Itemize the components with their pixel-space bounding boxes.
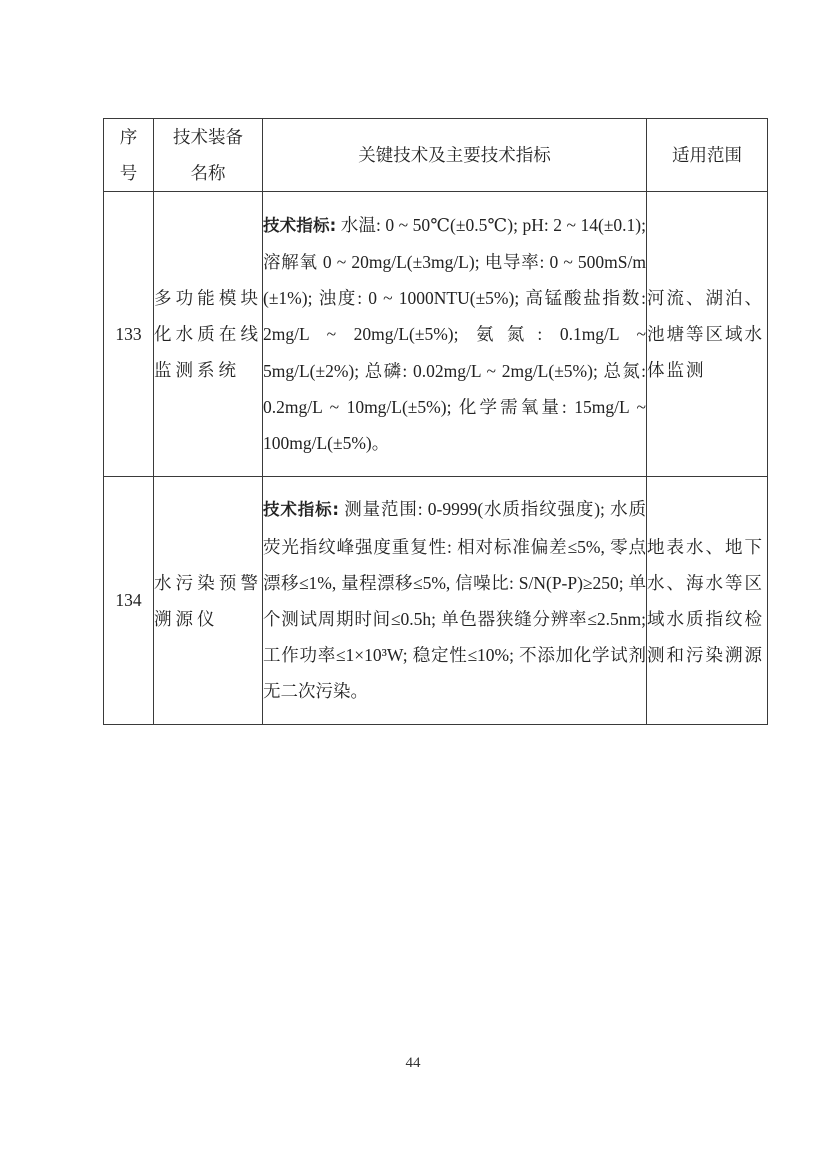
row-serial-number: 133	[104, 192, 154, 477]
row-serial-number: 134	[104, 477, 154, 725]
header-name-line1: 技术装备	[173, 127, 243, 147]
table-row	[104, 477, 768, 725]
header-serial-line2: 号	[119, 163, 138, 183]
header-equipment-name	[154, 119, 263, 192]
spec-text: 水温: 0 ~ 50℃(±0.5℃); pH: 2 ~ 14(±0.1); 溶解氧 0 ~ 20mg/L(±3mg/L); 电导率: 0 ~ 500mS/m (±1%); 浊度: 0 ~ 1000NTU(±5%); 高锰酸盐指数: 2mg/L ~ 20mg/L(±5%); 氨氮: 0.1mg/L ~ 5mg/L(±2%); 总磷: 0.02mg/L ~ 2mg/L(±5%); 总氮: 0.2mg/L ~ 10mg/L(±5%); 化学需氧量: 15mg/L ~ 100mg/L(±5%)。	[263, 214, 646, 453]
row-equipment-name: 多功能模块化水质在线监测系统	[154, 192, 263, 477]
row-spec	[263, 192, 647, 477]
equipment-spec-table	[103, 118, 768, 725]
spec-label: 技术指标:	[263, 215, 337, 235]
table-header-row	[104, 119, 768, 192]
row-scope: 地表水、地下水、海水等区域水质指纹检测和污染溯源	[647, 477, 768, 725]
spec-label: 技术指标:	[263, 500, 340, 520]
row-spec	[263, 477, 647, 725]
row-equipment-name: 水污染预警溯源仪	[154, 477, 263, 725]
header-serial-number	[104, 119, 154, 192]
table-row	[104, 192, 768, 477]
spec-text: 测量范围: 0-9999(水质指纹强度); 水质荧光指纹峰强度重复性: 相对标准偏差≤5%, 零点漂移≤1%, 量程漂移≤5%, 信噪比: S/N(P-P)≥250; 单个测试周期时间≤0.5h; 单色器狭缝分辨率≤2.5nm; 工作功率≤1×10³W; 稳定性≤10%; 不添加化学试剂无二次污染。	[263, 499, 646, 702]
header-name-line2: 名称	[190, 163, 226, 183]
row-scope: 河流、湖泊、池塘等区域水体监测	[647, 192, 768, 477]
header-key-technology: 关键技术及主要技术指标	[263, 119, 647, 192]
page-number: 44	[405, 1055, 421, 1071]
header-scope: 适用范围	[647, 119, 768, 192]
header-serial-line1: 序	[119, 127, 138, 147]
